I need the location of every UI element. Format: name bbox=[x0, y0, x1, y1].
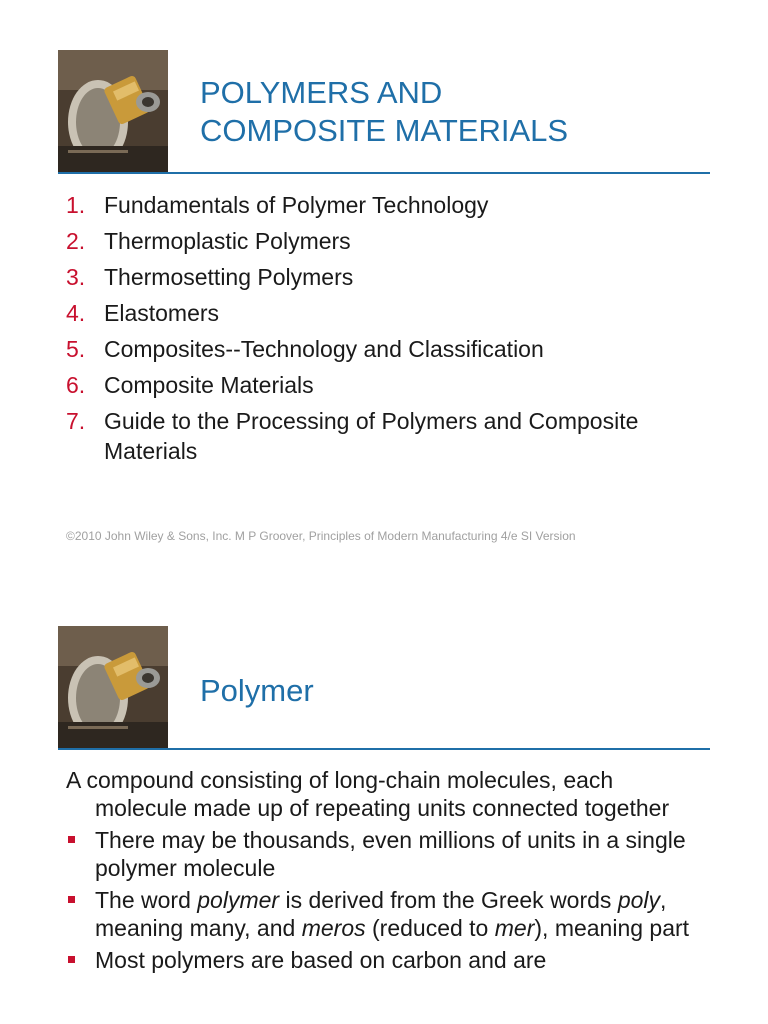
topic-text: Elastomers bbox=[104, 300, 220, 326]
topic-number: 3. bbox=[66, 264, 86, 290]
machining-photo-thumbnail bbox=[58, 50, 168, 172]
topic-item bbox=[66, 262, 706, 292]
bullet-square-icon bbox=[68, 836, 75, 843]
topic-item bbox=[66, 406, 706, 466]
emphasis-term: poly bbox=[617, 887, 661, 913]
title-line-2: COMPOSITE MATERIALS bbox=[200, 113, 569, 148]
bullet-text: Most polymers are based on carbon and are bbox=[95, 947, 547, 973]
slide-title: Polymer bbox=[200, 673, 314, 708]
slide-2 bbox=[0, 576, 768, 1024]
slide-body bbox=[66, 766, 706, 978]
bullet-text: There may be thousands, even millions of units in a single polymer molecule bbox=[95, 827, 686, 881]
topic-number: 1. bbox=[66, 192, 86, 218]
topic-text: Composite Materials bbox=[104, 372, 314, 398]
bullet-square-icon bbox=[68, 956, 75, 963]
bullet-item bbox=[66, 826, 706, 882]
topic-number: 7. bbox=[66, 408, 86, 434]
bullet-text-part: The word bbox=[95, 887, 198, 913]
topic-list bbox=[66, 190, 706, 472]
title-divider bbox=[58, 172, 710, 174]
emphasis-term: meros bbox=[301, 915, 366, 941]
topic-number: 5. bbox=[66, 336, 86, 362]
bullet-text-part: , meaning many, and bbox=[95, 887, 667, 941]
topic-number: 2. bbox=[66, 228, 86, 254]
topic-number: 6. bbox=[66, 372, 86, 398]
bullet-text-part: is derived from the Greek words bbox=[279, 887, 618, 913]
bullet-text-part: ), meaning part bbox=[534, 915, 690, 941]
topic-text: Guide to the Processing of Polymers and Composite Materials bbox=[104, 408, 639, 464]
copyright-footer: ©2010 John Wiley & Sons, Inc. M P Groover, Principles of Modern Manufacturing 4/e SI Version bbox=[66, 529, 576, 543]
title-line-1: POLYMERS AND bbox=[200, 75, 443, 110]
topic-number: 4. bbox=[66, 300, 86, 326]
topic-item bbox=[66, 370, 706, 400]
topic-text: Thermoplastic Polymers bbox=[104, 228, 351, 254]
topic-text: Fundamentals of Polymer Technology bbox=[104, 192, 489, 218]
topic-text: Thermosetting Polymers bbox=[104, 264, 354, 290]
emphasis-term: mer bbox=[494, 915, 535, 941]
topic-text: Composites--Technology and Classification bbox=[104, 336, 544, 362]
bullet-text-part: (reduced to bbox=[365, 915, 495, 941]
bullet-item bbox=[66, 886, 706, 942]
bullet-square-icon bbox=[68, 896, 75, 903]
definition-text: A compound consisting of long-chain molecules, each molecule made up of repeating units connected together bbox=[66, 767, 670, 821]
emphasis-term: polymer bbox=[197, 887, 280, 913]
topic-item bbox=[66, 190, 706, 220]
machining-photo-thumbnail bbox=[58, 626, 168, 748]
bullet-list bbox=[66, 826, 706, 974]
topic-item bbox=[66, 226, 706, 256]
title-divider bbox=[58, 748, 710, 750]
topic-item bbox=[66, 334, 706, 364]
topic-item bbox=[66, 298, 706, 328]
bullet-item bbox=[66, 946, 706, 974]
slide-title bbox=[200, 74, 568, 150]
